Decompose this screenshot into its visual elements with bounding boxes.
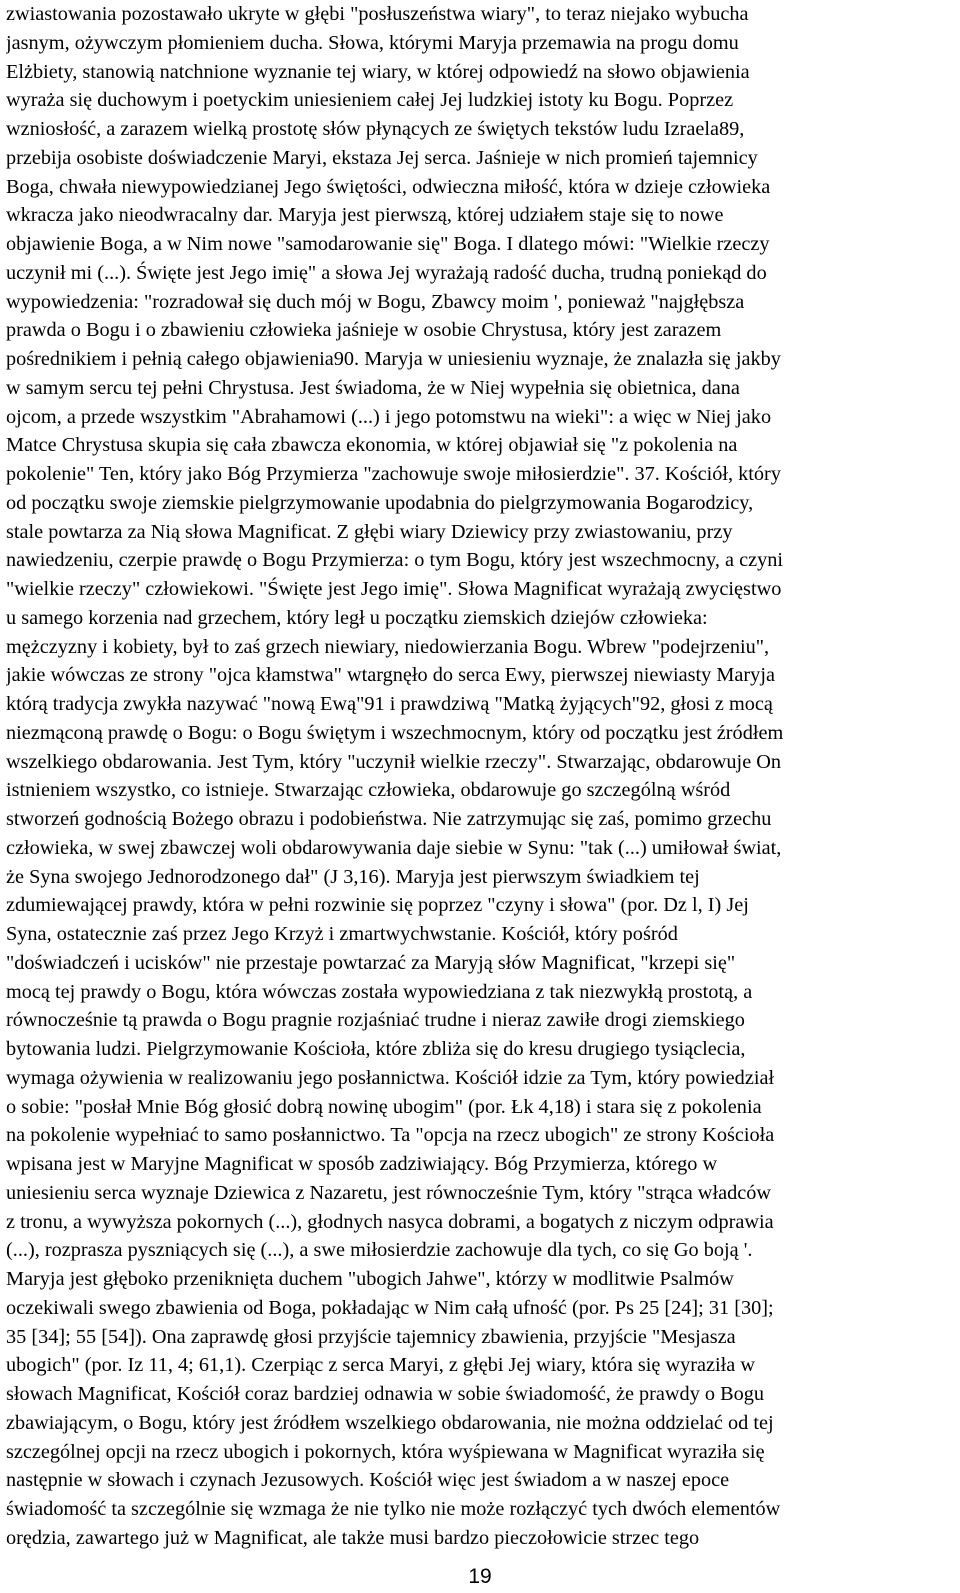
text-line: jasnym, ożywczym płomieniem ducha. Słowa, którymi Maryja przemawia na progu domu [6,31,739,54]
text-line: zbawiającym, o Bogu, który jest źródłem wszelkiego obdarowania, nie można oddzielać od tej [6,1411,774,1434]
text-line: uniesieniu serca wyznaje Dziewica z Nazaretu, jest równocześnie Tym, który "strąca władców [6,1181,772,1204]
text-line: następnie w słowach i czynach Jezusowych. Kościół więc jest świadom a w naszej epoce [6,1469,730,1492]
text-line: słowach Magnificat, Kościół coraz bardziej odnawia w sobie świadomość, że prawdy o Bogu [6,1383,765,1405]
text-line: oczekiwali swego zbawienia od Boga, pokładając w Nim całą ufność (por. Ps 25 [24]; 31 [30]; [6,1296,774,1319]
text-line: w samym sercu tej pełni Chrystusa. Jest świadoma, że w Niej wypełnia się obietnica, dana [6,376,740,399]
text-line: ubogich" (por. Iz 11, 4; 61,1). Czerpiąc z serca Maryi, z głębi Jej wiary, która się wyraziła w [6,1354,756,1377]
page-number: 19 [468,1565,492,1588]
text-line: mężczyzny i kobiety, był to zaś grzech niewiary, niedowierzania Bogu. Wbrew "podejrzeniu", [6,635,770,658]
text-line: 35 [34]; 55 [54]). Ona zaprawdę głosi przyjście tajemnicy zbawienia, przyjście "Mesjasza [6,1325,736,1348]
text-line: stworzeń godnością Bożego obrazu i podobieństwa. Nie zatrzymując się zaś, pomimo grzechu [6,808,772,830]
text-line: świadomość ta szczególnie się wzmaga że nie tylko nie może rozłączyć tych dwóch elementów [6,1498,781,1520]
text-line: szczególnej opcji na rzecz ubogich i pokornych, która wyśpiewana w Magnificat wyraziła się [6,1440,765,1463]
text-line: wzniosłość, a zarazem wielką prostotę słów płynących ze świętych tekstów ludu Izraela89, [6,118,745,140]
text-line: "wielkie rzeczy" człowiekowi. "Święte jest Jego imię". Słowa Magnificat wyrażają zwycięstwo [6,578,782,600]
text-line: mocą tej prawdy o Bogu, która wówczas została wypowiedziana z tak niezwykłą prostotą, a [6,980,753,1003]
text-line: którą tradycja zwykła nazywać "nową Ewą"91 i prawdziwą "Matką żyjących"92, głosi z mocą [6,693,773,715]
text-line: równocześnie tą prawda o Bogu pragnie rozjaśniać trudne i nieraz zawiłe drogi ziemskiego [6,1009,745,1032]
text-line: Matce Chrystusa skupia się cała zbawcza ekonomia, w której objawiał się "z pokolenia na [6,434,738,457]
text-line: u samego korzenia nad grzechem, który legł u początku ziemskich dziejów człowieka: [6,606,708,629]
text-line: wkracza jako nieodwracalny dar. Maryja jest pierwszą, której udziałem staje się to nowe [6,204,724,227]
document-page [6,0,952,1553]
text-line: Elżbiety, stanowią natchnione wyznanie tej wiary, w której odpowiedź na słowo objawienia [6,60,750,83]
text-line: ojcom, a przede wszystkim "Abrahamowi (...) i jego potomstwu na wieki": a więc w Niej jako [6,405,772,428]
text-line: orędzia, zawartego już w Magnificat, ale także musi bardzo pieczołowicie strzec tego [6,1526,700,1549]
text-line: człowieka, w swej zbawczej woli obdarowywania daje siebie w Synu: "tak (...) umiłował świat, [6,836,782,859]
text-line: wymaga ożywienia w realizowaniu jego posłannictwa. Kościół idzie za Tym, który powiedział [6,1066,775,1089]
text-line: objawienie Boga, a w Nim nowe "samodarowanie się" Boga. I dlatego mówi: "Wielkie rzeczy [6,233,770,255]
text-line: "doświadczeń i ucisków" nie przestaje powtarzać za Maryją słów Magnificat, "krzepi się" [6,951,736,974]
text-line: z tronu, a wywyższa pokornych (...), głodnych nasyca dobrami, a bogatych z niczym odprawia [6,1210,774,1233]
text-line: od początku swoje ziemskie pielgrzymowanie upodabnia do pielgrzymowania Bogarodzicy, [6,491,754,514]
text-line: wszelkiego obdarowania. Jest Tym, który "uczynił wielkie rzeczy". Stwarzając, obdarowuje On [6,750,782,773]
text-line: pośrednikiem i pełnią całego objawienia90. Maryja w uniesieniu wyznaje, że znalazła się jakby [6,348,781,370]
text-line: Syna, ostatecznie zaś przez Jego Krzyż i zmartwychwstanie. Kościół, który pośród [6,923,678,945]
text-line: Boga, chwała niewypowiedzianej Jego świętości, odwieczna miłość, która w dzieje człowieka [6,175,771,198]
text-line: wypowiedzenia: "rozradował się duch mój w Bogu, Zbawcy moim ', ponieważ "najgłębsza [6,290,745,313]
text-line: istnieniem wszystko, co istnieje. Stwarzając człowieka, obdarowuje go szczególną wśród [6,779,731,802]
body-text [6,0,952,1553]
text-line: że Syna swojego Jednorodzonego dał" (J 3,16). Maryja jest pierwszym świadkiem tej [6,865,700,888]
text-line: zwiastowania pozostawało ukryte w głębi "posłuszeństwa wiary", to teraz niejako wybucha [6,3,749,25]
text-line: wyraża się duchowym i poetyckim uniesieniem całej Jej ludzkiej istoty ku Bogu. Poprzez [6,89,734,112]
text-line: niezmąconą prawdę o Bogu: o Bogu świętym i wszechmocnym, który od początku jest źródłem [6,721,784,744]
text-line: przebija osobiste doświadczenie Maryi, ekstaza Jej serca. Jaśnieje w nich promień tajemnicy [6,146,758,169]
text-line: o sobie: "posłał Mnie Bóg głosić dobrą nowinę ubogim" (por. Łk 4,18) i stara się z pokolenia [6,1095,762,1118]
text-line: (...), rozprasza pyszniących się (...), a swe miłosierdzie zachowuje dla tych, co się Go boją '. [6,1239,753,1262]
text-line: bytowania ludzi. Pielgrzymowanie Kościoła, które zbliża się do kresu drugiego tysiąclecia, [6,1038,746,1060]
text-line: jakie wówczas ze strony "ojca kłamstwa" wtargnęło do serca Ewy, pierwszej niewiasty Maryja [6,664,775,687]
text-line: nawiedzeniu, czerpie prawdę o Bogu Przymierza: o tym Bogu, który jest wszechmocny, a czyni [6,549,784,572]
text-line: Maryja jest głęboko przeniknięta duchem "ubogich Jahwe", którzy w modlitwie Psalmów [6,1268,734,1290]
text-line: pokolenie" Ten, który jako Bóg Przymierza "zachowuje swoje miłosierdzie". 37. Kościół, który [6,463,781,485]
text-line: stale powtarza za Nią słowa Magnificat. Z głębi wiary Dziewicy przy zwiastowaniu, przy [6,520,733,543]
text-line: prawda o Bogu i o zbawieniu człowieka jaśnieje w osobie Chrystusa, który jest zarazem [6,319,722,342]
text-line: wpisana jest w Maryjne Magnificat w sposób zadziwiający. Bóg Przymierza, którego w [6,1153,718,1175]
text-line: uczynił mi (...). Święte jest Jego imię" a słowa Jej wyrażają radość ducha, trudną poniekąd do [6,261,767,284]
text-line: na pokolenie wypełniać to samo posłannictwo. Ta "opcja na rzecz ubogich" ze strony Kościoła [6,1124,775,1147]
text-line: zdumiewającej prawdy, która w pełni rozwinie się poprzez "czyny i słowa" (por. Dz l, I) Jej [6,894,749,917]
